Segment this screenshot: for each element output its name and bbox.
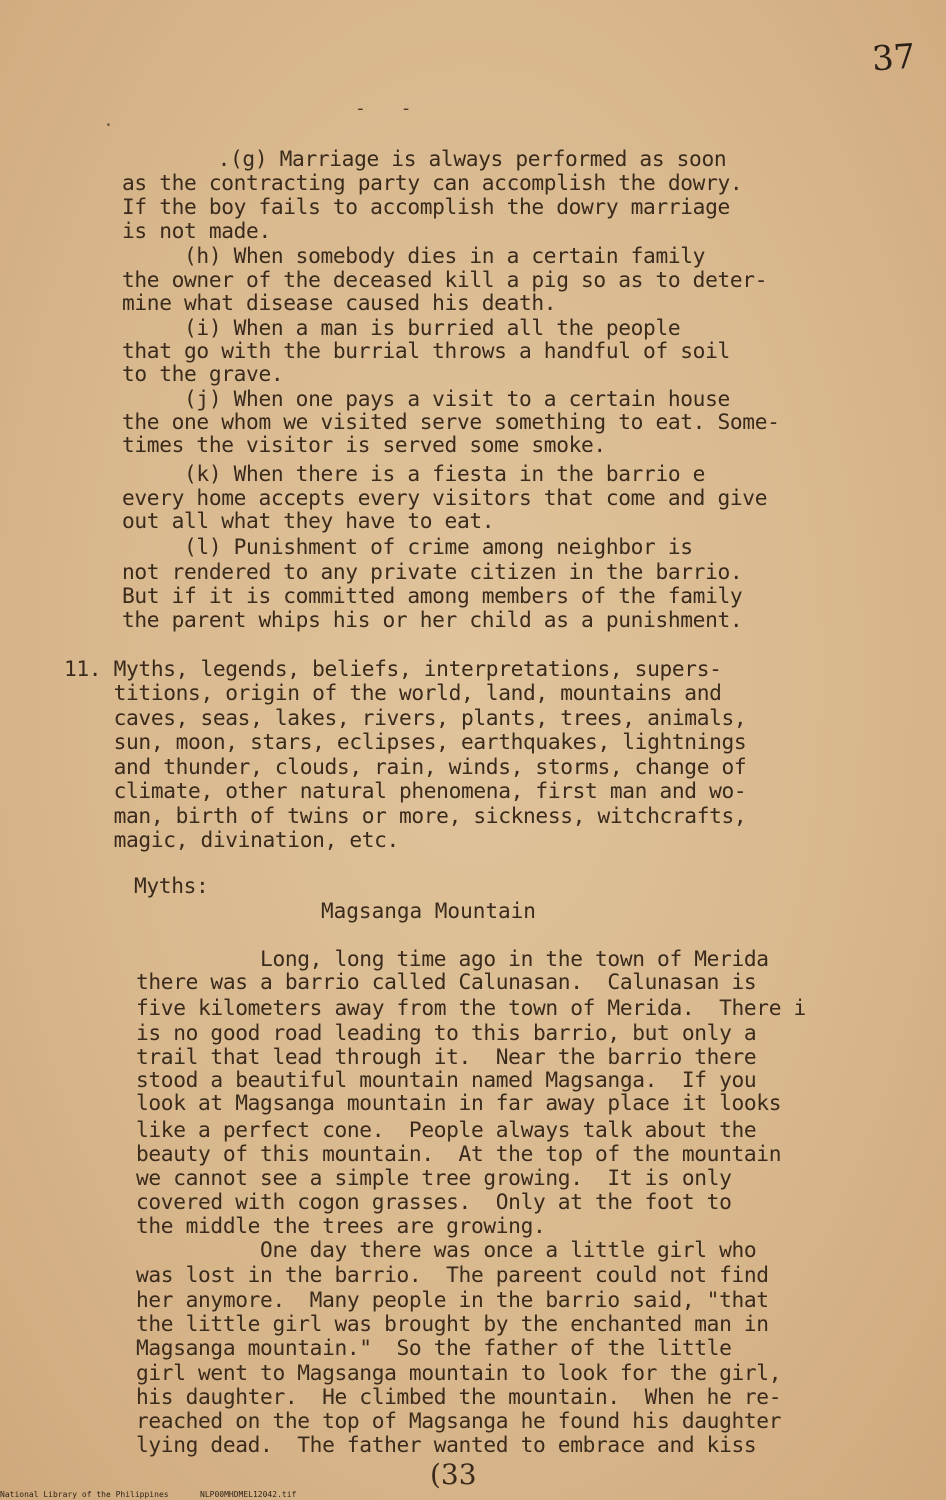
story-line: there was a barrio called Calunasan. Calunasan is bbox=[136, 969, 757, 994]
top-mark: - - bbox=[355, 98, 424, 119]
section-11-line: man, birth of twins or more, sickness, witchcrafts, bbox=[64, 803, 747, 828]
story-line: is no good road leading to this barrio, but only a bbox=[136, 1020, 757, 1045]
story-line: her anymore. Many people in the barrio said, "that bbox=[136, 1287, 769, 1312]
section-11-line: magic, divination, etc. bbox=[64, 827, 399, 852]
text-line: to the grave. bbox=[122, 361, 284, 386]
story-line: One day there was once a little girl who bbox=[136, 1237, 757, 1262]
story-line: look at Magsanga mountain in far away place it looks bbox=[136, 1090, 782, 1115]
text-line: mine what disease caused his death. bbox=[122, 290, 557, 315]
text-line: times the visitor is served some smoke. bbox=[122, 432, 606, 457]
section-11-line: caves, seas, lakes, rivers, plants, trees, animals, bbox=[64, 705, 747, 730]
section-11-line: sun, moon, stars, eclipses, earthquakes, lightnings bbox=[64, 729, 747, 754]
text-line: that go with the burrial throws a handful of soil bbox=[122, 338, 730, 363]
text-line: the parent whips his or her child as a punishment. bbox=[122, 607, 743, 632]
text-line: .(g) Marriage is always performed as soon bbox=[168, 146, 727, 171]
text-line: (k) When there is a fiesta in the barrio e bbox=[122, 461, 706, 486]
story-line: reached on the top of Magsanga he found his daughter bbox=[136, 1408, 782, 1433]
text-line: the owner of the deceased kill a pig so as to deter- bbox=[122, 267, 768, 292]
story-line: Magsanga mountain." So the father of the little bbox=[136, 1335, 732, 1360]
story-line: beauty of this mountain. At the top of the mountain bbox=[136, 1141, 782, 1166]
story-line: his daughter. He climbed the mountain. When he re- bbox=[136, 1384, 782, 1409]
story-line: covered with cogon grasses. Only at the foot to bbox=[136, 1189, 732, 1214]
story-line: girl went to Magsanga mountain to look for the girl, bbox=[136, 1360, 782, 1385]
text-line: as the contracting party can accomplish the dowry. bbox=[122, 170, 743, 195]
story-line: five kilometers away from the town of Merida. There i bbox=[136, 995, 806, 1020]
text-line: the one whom we visited serve something to eat. Some- bbox=[122, 409, 780, 434]
footer-institution: National Library of the Philippines bbox=[0, 1490, 169, 1499]
story-line: was lost in the barrio. The pareent could not find bbox=[136, 1262, 769, 1287]
story-line: we cannot see a simple tree growing. It is only bbox=[136, 1165, 732, 1190]
story-line: stood a beautiful mountain named Magsanga. If you bbox=[136, 1067, 757, 1092]
text-line: (h) When somebody dies in a certain family bbox=[122, 243, 706, 268]
text-line: If the boy fails to accomplish the dowry marriage bbox=[122, 194, 730, 219]
text-line: (j) When one pays a visit to a certain house bbox=[122, 386, 730, 411]
story-line: the little girl was brought by the enchanted man in bbox=[136, 1311, 769, 1336]
story-line: lying dead. The father wanted to embrace and kiss bbox=[136, 1432, 757, 1457]
footer-filename: NLP00MHDMEL12042.tif bbox=[200, 1490, 297, 1499]
folio-number: (33 bbox=[430, 1458, 477, 1491]
myths-label: Myths: bbox=[134, 873, 209, 898]
section-11-line: titions, origin of the world, land, mountains and bbox=[64, 680, 722, 705]
text-line: (i) When a man is burried all the people bbox=[122, 315, 681, 340]
text-line: But if it is committed among members of the family bbox=[122, 583, 743, 608]
story-title: Magsanga Mountain bbox=[321, 899, 536, 923]
story-line: trail that lead through it. Near the barrio there bbox=[136, 1044, 757, 1069]
text-line: every home accepts every visitors that come and give bbox=[122, 485, 768, 510]
story-line: the middle the trees are growing. bbox=[136, 1213, 546, 1238]
story-line: like a perfect cone. People always talk about the bbox=[136, 1117, 757, 1142]
section-11-line: climate, other natural phenomena, first man and wo- bbox=[64, 778, 747, 803]
section-11-line: 11. Myths, legends, beliefs, interpretations, supers- bbox=[64, 656, 722, 681]
story-line: Long, long time ago in the town of Merida bbox=[136, 946, 769, 971]
text-line: not rendered to any private citizen in the barrio. bbox=[122, 559, 743, 584]
text-line: (l) Punishment of crime among neighbor is bbox=[122, 534, 693, 559]
page-number: 37 bbox=[870, 36, 917, 80]
section-11-line: and thunder, clouds, rain, winds, storms, change of bbox=[64, 754, 747, 779]
text-line: is not made. bbox=[122, 218, 271, 243]
margin-tick: . bbox=[103, 110, 114, 131]
text-line: out all what they have to eat. bbox=[122, 508, 495, 533]
